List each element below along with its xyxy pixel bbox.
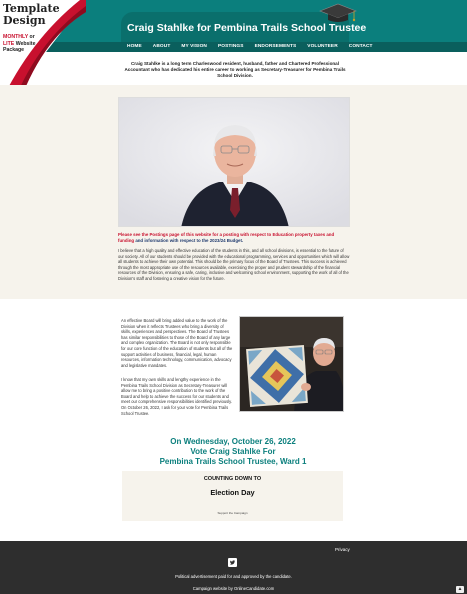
nav-contact[interactable]: CONTACT [348, 44, 373, 49]
postings-notice[interactable]: Please see the Postings page of this website for a posting with respect to Education property taxes and funding and information with respect to the 2023/24 Budget. [118, 232, 335, 243]
election-callout [120, 437, 346, 466]
privacy-link[interactable]: Privacy [335, 547, 350, 552]
experience-paragraph: I know that my own skills and lengthy experience in the Pembina Trails School Division as Secretary-Treasurer will allow me to bring a positive contribution to the work of the Board and help to achieve the success for our students and meet our comprehensive responsibilities identified previously. On October 26, 2022, I ask for your vote for Pembina Trails School Trustee. [121, 377, 232, 416]
graduation-cap-icon [318, 2, 358, 24]
twitter-icon[interactable] [228, 558, 237, 567]
election-date: On Wednesday, October 26, 2022 [170, 437, 296, 446]
candidate-quilt-photo [239, 316, 344, 412]
site-credit-link[interactable]: Campaign website by OnlineCandidate.com [192, 586, 275, 591]
intro-text: Craig Stahlke is a long term Charleswood resident, husband, father and Chartered Professional Accountant who has dedicated his entire career to working as Secretary-Treasurer for Pembina Trails School Division. [124, 61, 346, 78]
badge-subtitle: MONTHLY or LITE Website Package [3, 34, 36, 54]
election-vote: Vote Craig Stahlke For [190, 446, 276, 456]
badge-title: Template Design [3, 2, 60, 27]
nav-volunteer[interactable]: VOLUNTEER [307, 44, 338, 49]
arrow-up-icon[interactable]: ▲ [457, 586, 463, 592]
paid-disclaimer: Political advertisement paid for and approved by the candidate. [175, 574, 292, 579]
nav-about[interactable]: ABOUT [152, 44, 171, 49]
main-nav [127, 42, 384, 52]
site-title[interactable]: Craig Stahlke for Pembina Trails School Trustee [127, 22, 367, 34]
nav-endorsements[interactable]: ENDORSEMENTS [254, 44, 297, 49]
countdown-day: Election Day [210, 488, 255, 497]
nav-home[interactable]: HOME [127, 44, 142, 49]
nav-my-vision[interactable]: MY VISION [181, 44, 207, 49]
board-paragraph: An effective Board will bring added value to the work of the Division when it reflects Trustees who bring a diversity of skills, experiences and perspectives. The Board of Trustees has similar responsibilities to those of the Board of any large and complex organization. The Board is not only responsible for our core function of the education of students but all of the support activities of business, financial, legal, human resources, information technology, communication, advocacy and legislative mandates. [121, 318, 233, 368]
candidate-portrait [118, 97, 350, 227]
election-ward: Pembina Trails School Trustee, Ward 1 [159, 456, 307, 466]
vision-paragraph: I believe that a high quality and effective education of the students in this, and all school divisions, is essential to the future of our society. All of our students should be provided with the educational programming, services and opportunities which will allow all students to achieve their own potential. This should be the primary focus of the Board of Trustees. This success is achieved through the most appropriate use of the resources available, exercising the proper and prudent stewardship of the financial resources of the Division, ensuring a safe, caring, inclusive and welcoming school environment, supporting the work of all of the Division's staff and fostering a creative vision for the future. [118, 248, 350, 281]
nav-postings[interactable]: POSTINGS [217, 44, 244, 49]
countdown-title: COUNTING DOWN TO [203, 476, 262, 482]
support-campaign-link[interactable]: Support the Campaign [217, 511, 248, 515]
